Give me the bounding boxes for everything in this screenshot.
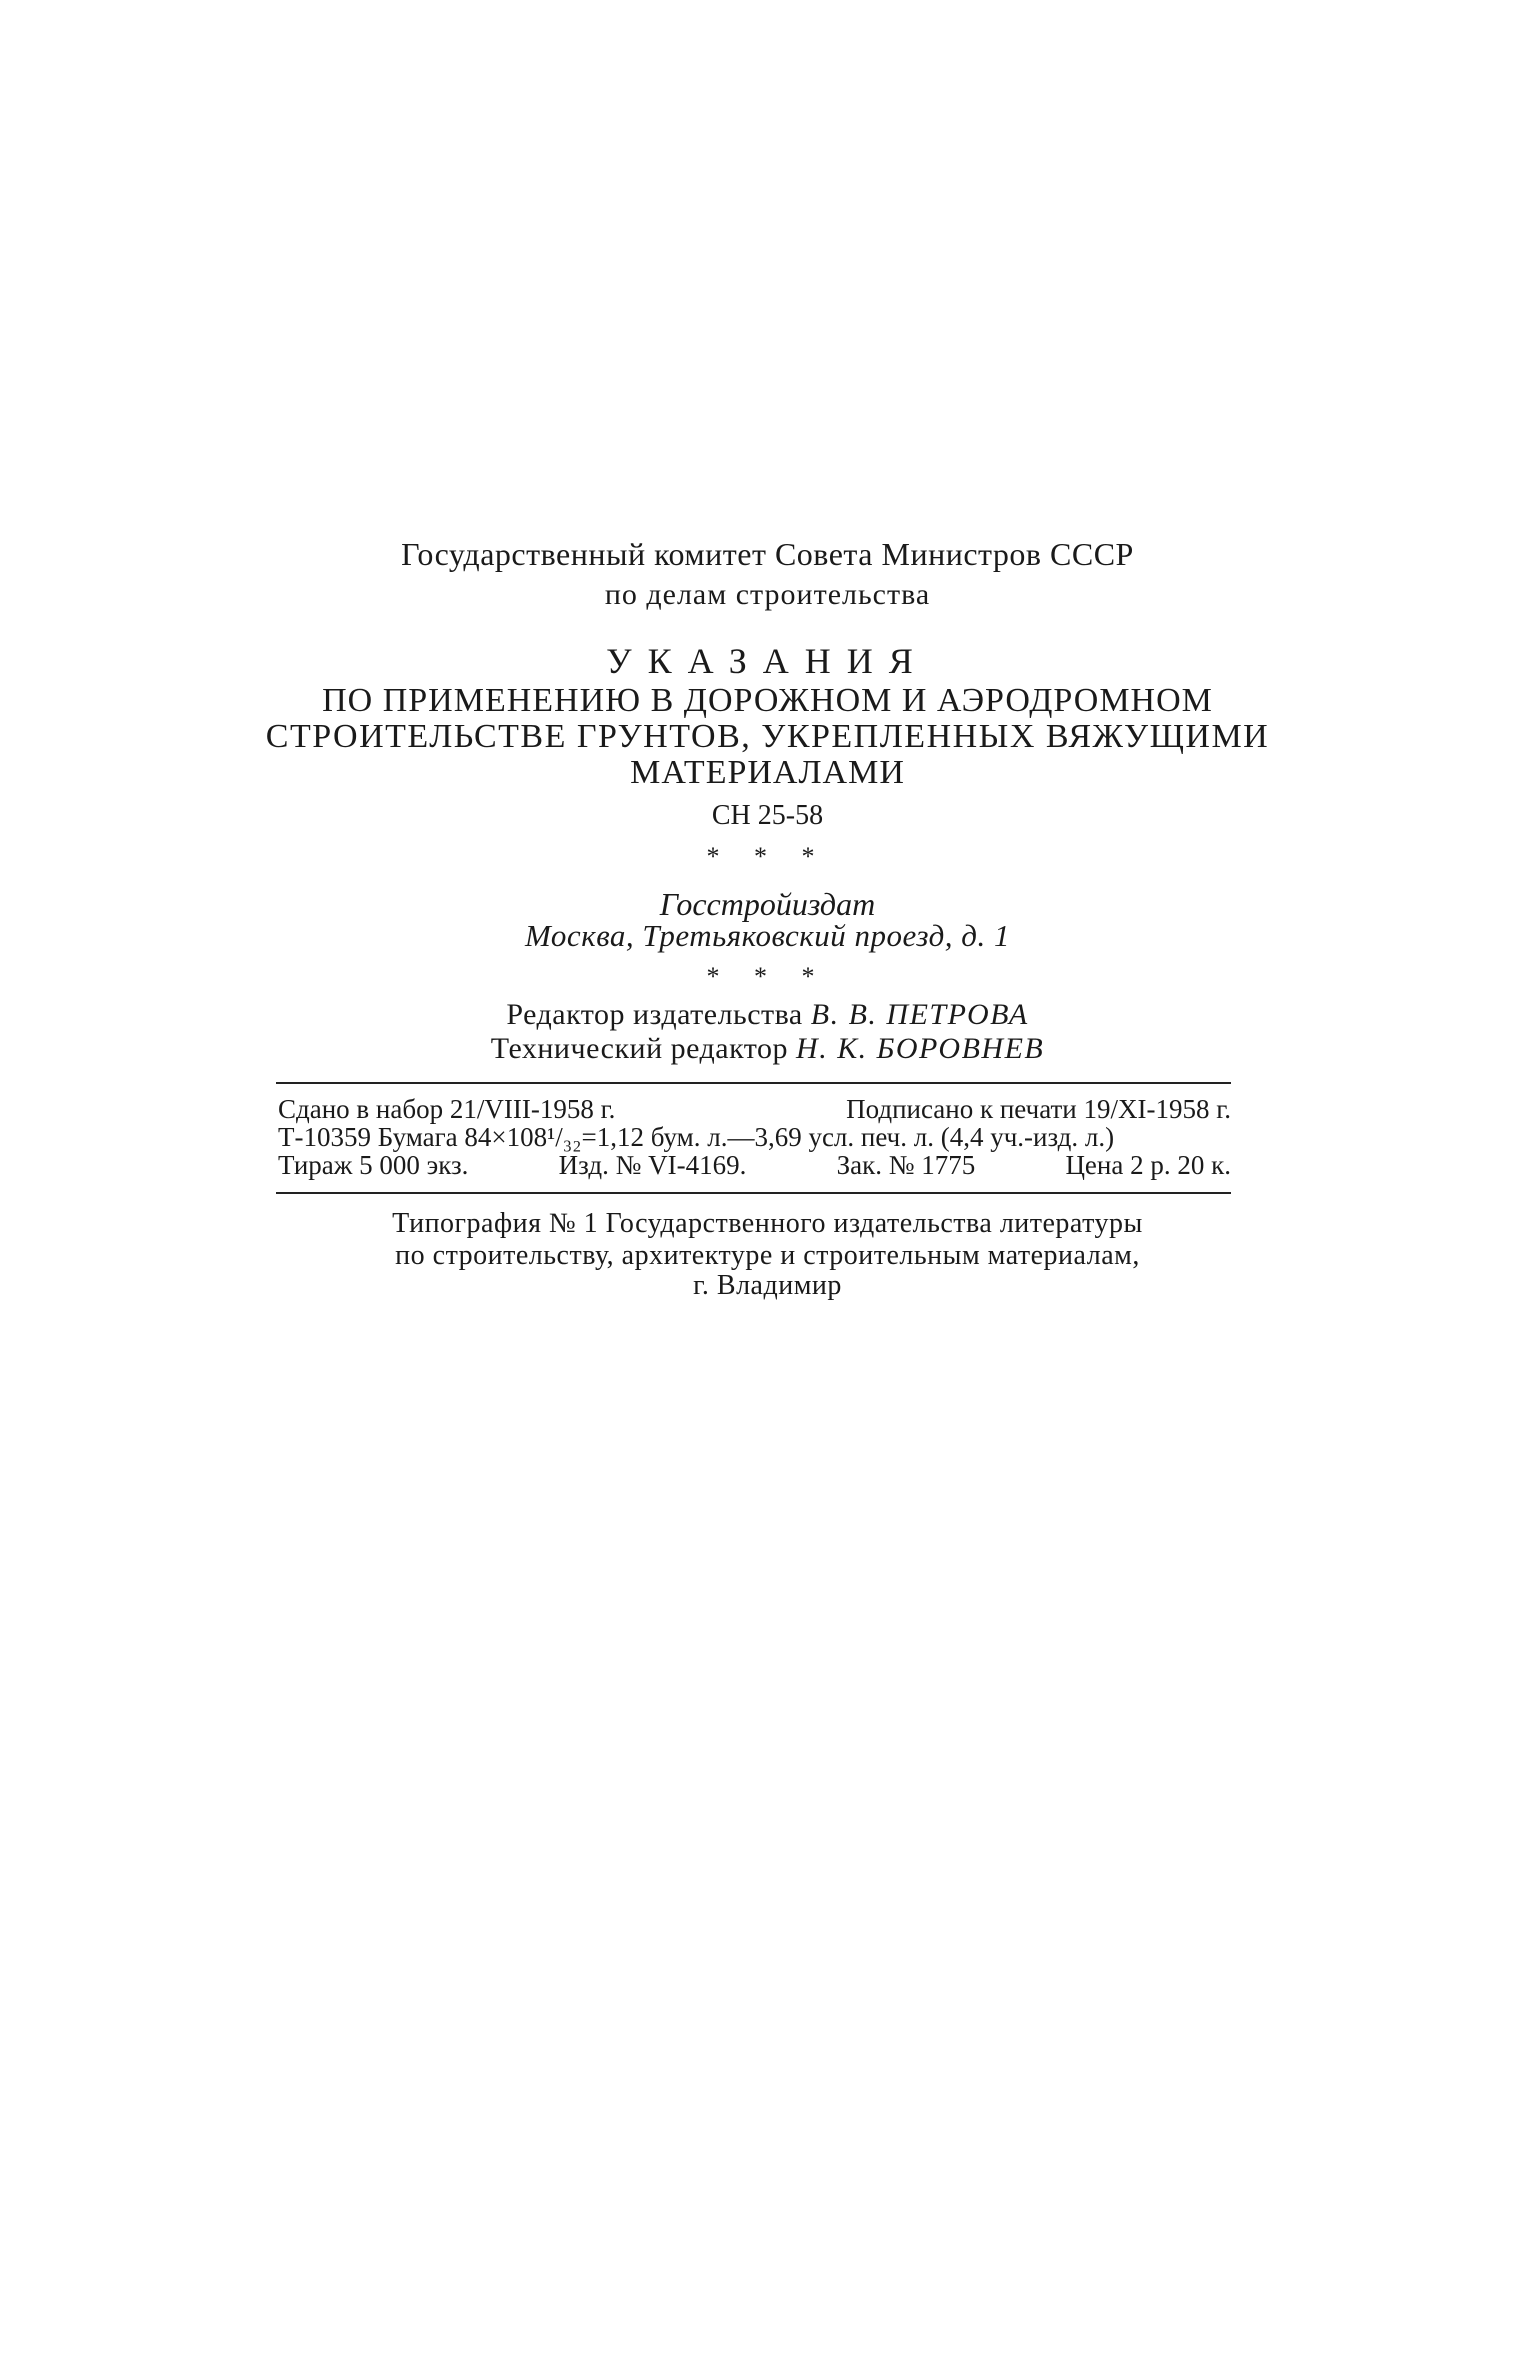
imprint-row-circulation <box>278 1152 1231 1180</box>
edition-number: Изд. № VI-4169. <box>558 1150 747 1180</box>
title-line-2: СТРОИТЕЛЬСТВЕ ГРУНТОВ, УКРЕПЛЕННЫХ ВЯЖУЩИМИ <box>265 718 1270 755</box>
separator-stars: * * * <box>706 842 829 871</box>
typeset-date: Сдано в набор 21/VIII-1958 г. <box>278 1094 616 1124</box>
document-heading: УКАЗАНИЯ <box>606 641 929 681</box>
title-line-1: ПО ПРИМЕНЕНИЮ В ДОРОЖНОМ И АЭРОДРОМНОМ <box>322 682 1213 719</box>
publishing-editor-label: Редактор издательства <box>506 998 803 1031</box>
order-number: Зак. № 1775 <box>836 1150 976 1180</box>
technical-editor <box>0 1032 1535 1066</box>
imprint-row-paper <box>278 1124 1231 1152</box>
imprint-bottom-rule <box>276 1192 1231 1194</box>
authority-line-1: Государственный комитет Совета Министров СССР <box>401 536 1134 572</box>
technical-editor-label: Технический редактор <box>490 1032 789 1065</box>
signed-date: Подписано к печати 19/XI-1958 г. <box>846 1094 1231 1124</box>
publishing-editor-name: В. В. ПЕТРОВА <box>810 998 1029 1031</box>
document-code: СН 25-58 <box>711 800 824 831</box>
circulation: Тираж 5 000 экз. <box>278 1150 469 1180</box>
printer-line-1: Типография № 1 Государственного издательства литературы <box>392 1208 1143 1239</box>
publisher-address: Москва, Третьяковский проезд, д. 1 <box>525 918 1010 953</box>
imprint-row-dates <box>278 1096 1231 1124</box>
authority-line-2: по делам строительства <box>604 578 931 611</box>
price: Цена 2 р. 20 к. <box>1065 1150 1231 1180</box>
printer-line-3: г. Владимир <box>693 1270 842 1301</box>
publishing-editor <box>0 998 1535 1032</box>
printer-line-2: по строительству, архитектуре и строительным материалам, <box>395 1240 1140 1271</box>
paper-details: Т-10359 Бумага 84×108¹/₃₂=1,12 бум. л.—3,69 усл. печ. л. (4,4 уч.-изд. л.) <box>278 1122 1115 1152</box>
separator-stars: * * * <box>706 962 829 991</box>
title-line-3: МАТЕРИАЛАМИ <box>630 754 905 791</box>
technical-editor-name: Н. К. БОРОВНЕВ <box>796 1032 1045 1065</box>
publisher-name: Госстройиздат <box>659 886 876 922</box>
imprint-top-rule <box>276 1082 1231 1084</box>
